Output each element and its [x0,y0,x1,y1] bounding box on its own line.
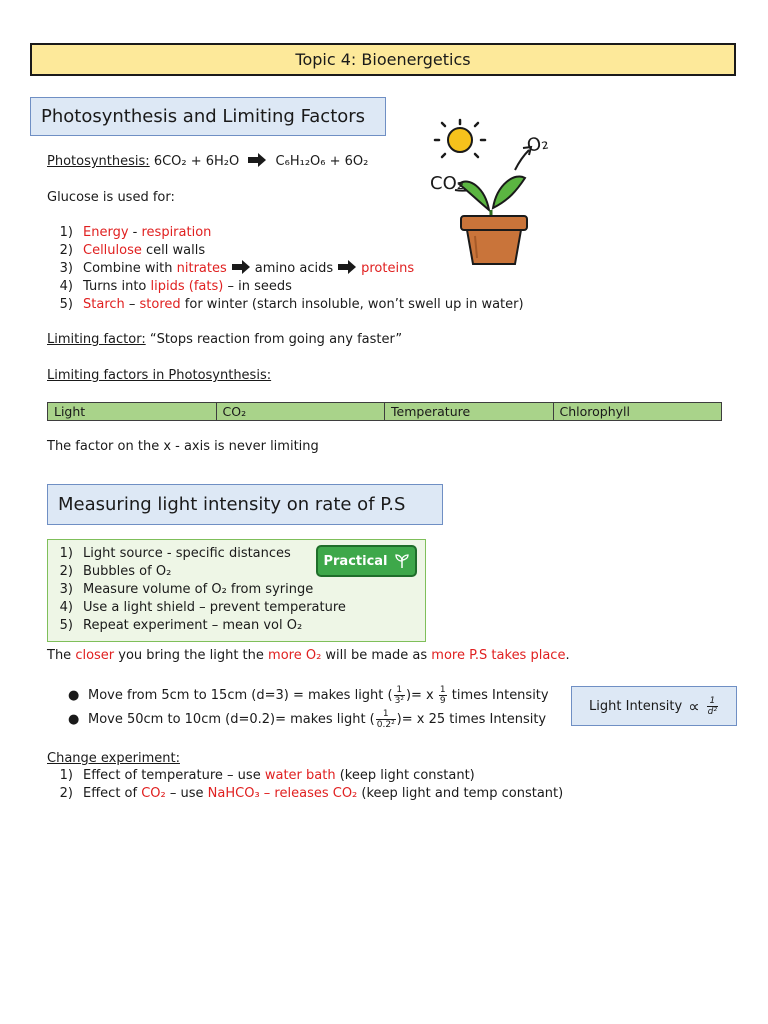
list-item: 5) Starch – stored for winter (starch insoluble, won’t swell up in water) [59,297,524,312]
equation-reactants: 6CO₂ + 6H₂O [153,154,240,169]
fraction: $\frac{1}{\text{3²}}$ [394,685,404,706]
right-arrow-icon [231,260,251,274]
section-heading-text: Measuring light intensity on rate of P.S [58,494,406,515]
section-heading-text: Photosynthesis and Limiting Factors [41,106,366,127]
right-arrow-icon [337,260,357,274]
list-item: 4) Use a light shield – prevent temperature [59,600,346,615]
table-cell: Chlorophyll [553,403,722,421]
list-item: 2) Effect of CO₂ – use NaHCO₃ – releases CO₂ (keep light and temp constant) [59,786,564,801]
topic-title-bar [30,43,736,76]
section-heading-measuring [47,484,443,525]
table-cell: Light [48,403,217,421]
list-item: 5) Repeat experiment – mean vol O₂ [59,618,303,633]
light-intensity-formula-box [571,686,737,726]
co2-label: CO₂ [430,173,464,194]
list-item: 2) Bubbles of O₂ [59,564,172,579]
equation-label: Photosynthesis: [47,154,150,169]
fraction: $\frac{1}{\text{d²}}$ [707,695,717,717]
glucose-intro: Glucose is used for: [47,190,175,205]
right-arrow-icon [247,153,267,167]
limiting-factor-definition [47,331,402,349]
list-item: 1) Light source - specific distances [59,546,291,561]
fraction: $\frac{1}{9}$ [439,685,446,706]
proportional-symbol: ∝ [688,696,700,716]
practical-steps-list [47,545,346,635]
glucose-uses-list [47,224,524,314]
list-item: 3) Measure volume of O₂ from syringe [59,582,314,597]
bullet-icon: ● [68,688,80,703]
list-item: 2) Cellulose cell walls [59,243,206,258]
change-experiment-list [47,767,563,803]
closer-light-sentence: The closer you bring the light the more O₂ will be made as more P.S takes place. [47,648,570,663]
sun-icon [435,120,485,157]
o2-label: O₂ [525,132,551,157]
limiting-factors-heading: Limiting factors in Photosynthesis: [47,368,272,383]
light-intensity-label: Light Intensity [589,698,683,714]
limiting-factor-text: “Stops reaction from going any faster” [149,332,403,347]
table-cell: Temperature [385,403,554,421]
fraction: $\frac{1}{\text{0.2²}}$ [376,709,395,730]
limiting-factors-table [47,402,722,421]
list-item: ● Move 50cm to 10cm (d=0.2)= makes light ( $\frac{1}{\text{0.2²}}$ )= x 25 times Intensity [68,709,547,730]
equation-products: C₆H₁₂O₆ + 6O₂ [275,154,369,169]
x-axis-note: The factor on the x - axis is never limiting [47,439,319,454]
sprout-icon [394,553,410,569]
list-item: 4) Turns into lipids (fats) – in seeds [59,279,292,294]
practical-badge [316,545,417,577]
bullet-icon: ● [68,712,80,727]
list-item: 1) Effect of temperature – use water bath (keep light constant) [59,768,475,783]
topic-title: Topic 4: Bioenergetics [295,50,471,69]
table-cell: CO₂ [216,403,385,421]
practical-badge-label: Practical [323,553,388,569]
list-item: ● Move from 5cm to 15cm (d=3) = makes light ( $\frac{1}{\text{3²}}$ )= x $\frac{1}{9}$ times Intensity [68,685,549,706]
change-experiment-heading: Change experiment: [47,751,180,766]
photosynthesis-equation [47,153,368,171]
list-item: 3) Combine with nitrates amino acids proteins [59,261,415,276]
section-heading-photosynthesis [30,97,386,136]
limiting-factor-label: Limiting factor: [47,332,146,347]
list-item: 1) Energy - respiration [59,225,212,240]
table-row [48,403,722,421]
